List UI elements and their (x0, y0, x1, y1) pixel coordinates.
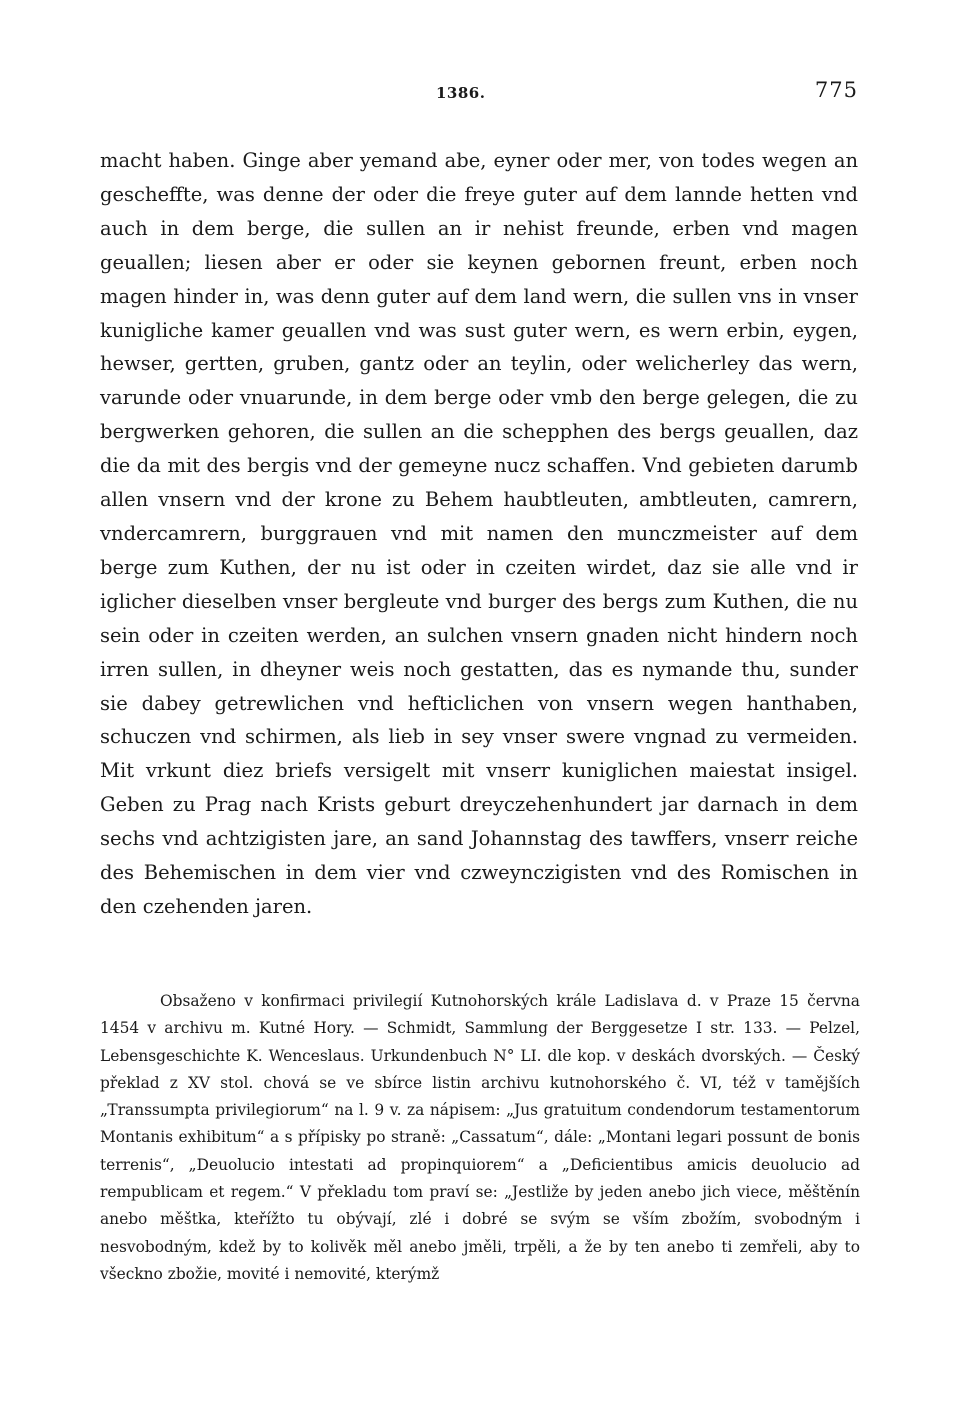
page-number: 775 (814, 78, 858, 102)
main-text: macht haben. Ginge aber yemand abe, eyner oder mer, von todes wegen an gescheffte, was denne der oder die freye guter auf dem lannde hetten vnd auch in dem berge, die sullen an ir nehist freunde, erben vnd magen geuallen; liesen aber er oder sie keynen gebornen freunt, erben noch magen hinder in, was denn guter auf dem land wern, die sullen vns in vnser kunigliche kamer geuallen vnd was sust guter wern, es wern erbin, eygen, hewser, gertten, gruben, gantz oder an teylin, oder welicherley das wern, varunde oder vnuarunde, in dem berge oder vmb den berge gelegen, die zu bergwerken gehoren, die sullen an die schepphen des bergs geuallen, daz die da mit des bergis vnd der gemeyne nucz schaffen. Vnd gebieten darumb allen vnsern vnd der krone zu Behem haubtleuten, ambtleuten, camrern, vndercamrern, burggrauen vnd mit namen den munczmeister auf dem berge zum Kuthen, der nu ist oder in czeiten wirdet, daz sie alle vnd ir iglicher dieselben vnser bergleute vnd burger des bergs zum Kuthen, die nu sein oder in czeiten werden, an sulchen vnsern gnaden nicht hindern noch irren sullen, in dheyner weis noch gestatten, das es nymande thu, sunder sie dabey getrewlichen vnd hefticlichen von vnsern wegen hanthaben, schuczen vnd schirmen, als lieb in sey vnser swere vngnad zu vermeiden. Mit vrkunt diez briefs versigelt mit vnserr kuniglichen maiestat insigel. Geben zu Prag nach Krists geburt dreyczehenhundert jar darnach in dem sechs vnd achtzigisten jare, an sand Johannstag des tawffers, vnserr reiche des Behemischen in dem vier vnd czweynczigisten vnd des Romischen in den czehenden jaren. (100, 149, 858, 918)
editorial-note: Obsaženo v konfirmaci privilegií Kutnohorských krále Ladislava d. v Praze 15 června 1454 v archivu m. Kutné Hory. — Schmidt, Sammlung der Berggesetze I str. 133. — Pelzel, Lebensgeschichte K. Wenceslaus. Urkundenbuch N° LI. dle kop. v deskách dvorských. — Český překlad z XV stol. chová se ve sbírce listin archivu kutnohorského č. VI, též v tamějších „Transsumpta privilegiorum“ na l. 9 v. za nápisem: „Jus gratuitum condendorum testamentorum Montanis exhibitum“ a s přípisky po straně: „Cassatum“, dále: „Montani legari possunt de bonis terrenis“, „Deuolucio intestati ad propinquiorem“ a „Deficientibus amicis deuolucio ad rempublicam et regem.“ V překladu tom praví se: „Jestliže by jeden anebo jich viece, měštěnín anebo měštka, kteřížto tu obývají, zlé i dobré se svým se vším zbožím, svobodným i nesvobodným, kdež by to kolivěk měl anebo jměli, trpěli, a že by ten anebo ti zemřeli, aby to všeckno zbožie, movité i nemovité, kterýmž (100, 992, 860, 1283)
running-head-year: 1386. (436, 84, 486, 102)
page-header (100, 78, 858, 108)
